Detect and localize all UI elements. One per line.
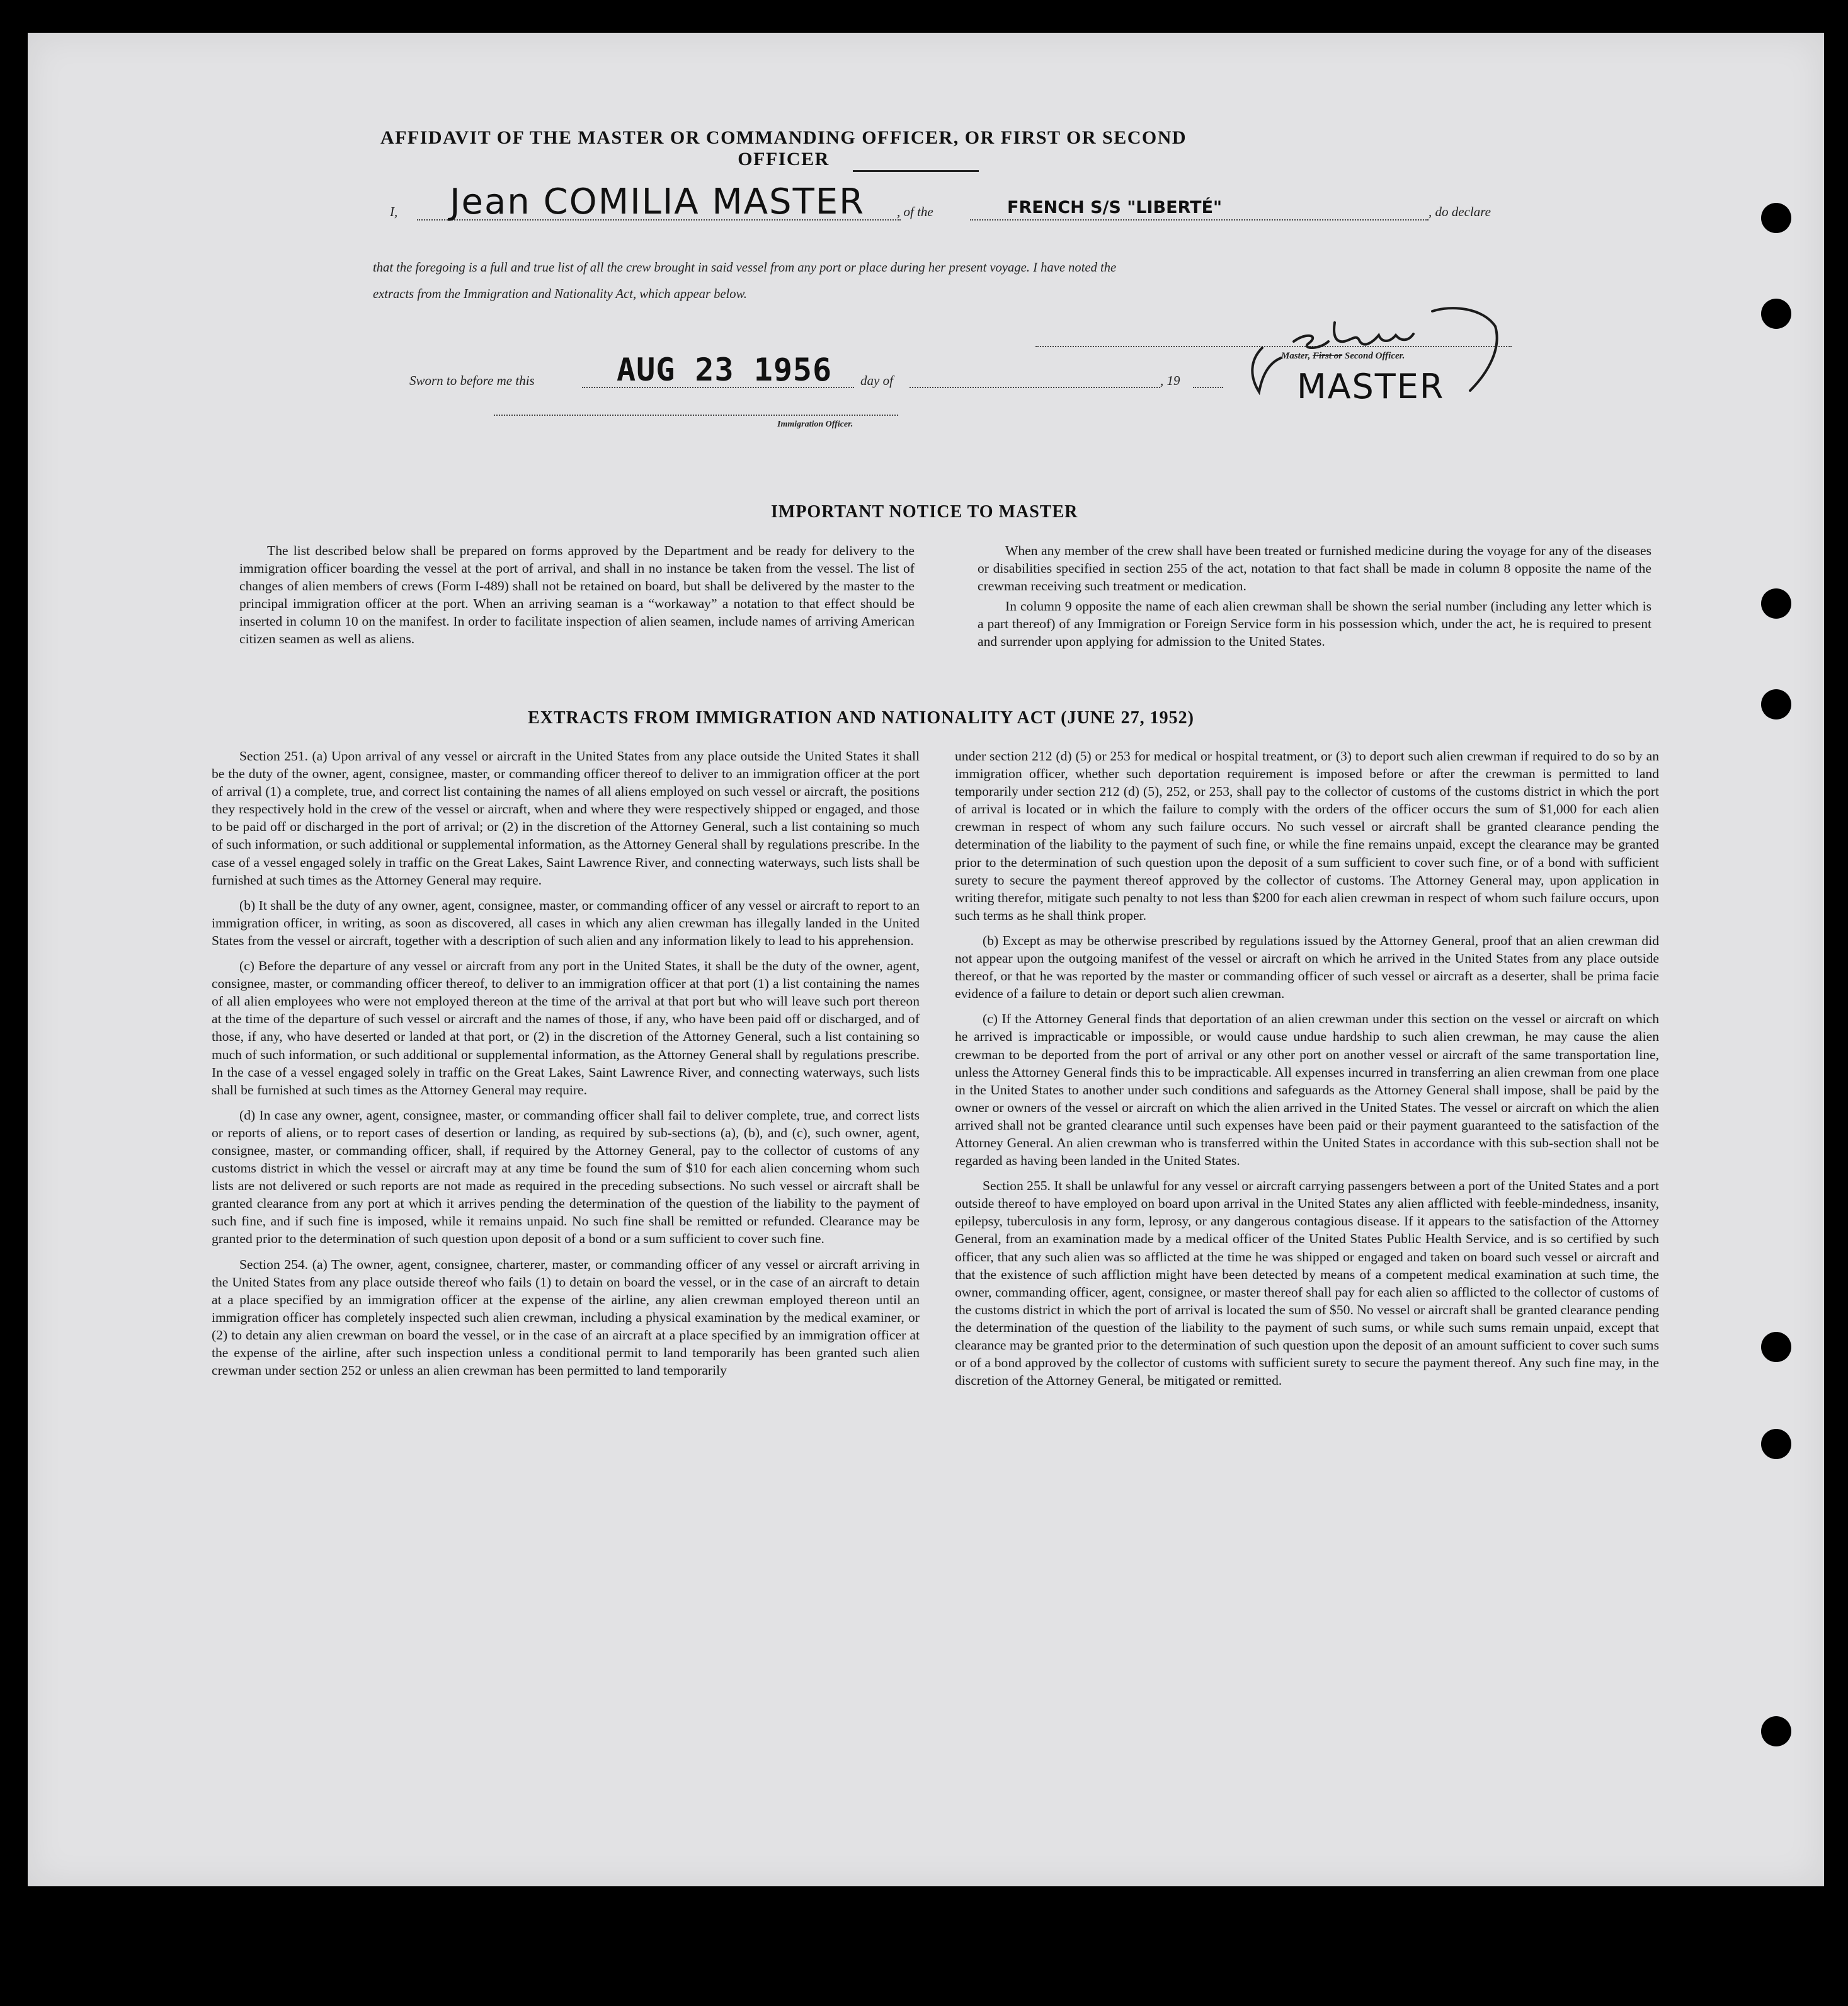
- immigration-officer-caption: Immigration Officer.: [777, 420, 853, 429]
- month-fill-line: [910, 387, 1160, 388]
- caption-second-officer: Second Officer.: [1342, 351, 1405, 361]
- extracts-right-column: [955, 747, 1659, 1389]
- day-of-label: day of: [860, 373, 893, 388]
- vessel-name: FRENCH S/S "LIBERTÉ": [1007, 198, 1223, 217]
- year-prefix: , 19: [1160, 373, 1180, 388]
- title-divider: [853, 170, 979, 172]
- notice-heading: IMPORTANT NOTICE TO MASTER: [771, 502, 1078, 522]
- caption-struck: First or: [1313, 351, 1343, 361]
- notice-right-column: [978, 542, 1651, 651]
- punch-hole: [1761, 299, 1791, 329]
- affidavit-title: AFFIDAVIT OF THE MASTER OR COMMANDING OFFICER, OR FIRST OR SECOND OFFICER: [380, 127, 1187, 169]
- declaration-line-2: that the foregoing is a full and true list of all the crew brought in said vessel from any port or place during her present voyage. I have noted the: [373, 261, 1117, 275]
- document-page: [28, 33, 1824, 1886]
- signature-caption: [1281, 351, 1405, 362]
- extract-paragraph: (b) Except as may be otherwise prescribed by regulations issued by the Attorney General, proof that an alien crewman did not appear upon the outgoing manifest of the vessel or aircraft on which he arrived in the United States from any place outside thereof, or that he was reported by the master or commanding officer of such vessel or aircraft as a deserter, shall be prima facie evidence of a failure to detain or deport such alien crewman.: [955, 932, 1659, 1002]
- extracts-left-column: [212, 747, 920, 1379]
- extract-paragraph: (c) If the Attorney General finds that deportation of an alien crewman under this section on the vessel or aircraft on which he arrived is impracticable or impossible, or would cause undue hardship to such alien crewman, he may cause the alien crewman to be deported from the port of arrival or any other port on another vessel or aircraft of the same transportation line, unless the Attorney General finds this to be impracticable. All expenses incurred in transferring an alien crewman from one place in the United States to another under such conditions and safeguards as the Attorney General shall impose, shall be paid by the owner or owners of the vessel or aircraft on which the alien arrived in the United States. The vessel or aircraft on which the alien arrived shall not be granted clearance until such expenses have been paid or their payment guaranteed to the satisfaction of the Attorney General. An alien crewman who is transferred within the United States in accordance with this sub-section shall not be regarded as having been landed in the United States.: [955, 1011, 1659, 1169]
- punch-hole: [1761, 1429, 1791, 1459]
- punch-hole: [1761, 1332, 1791, 1362]
- officer-sig-line: [494, 413, 898, 416]
- notice-right-paragraph: When any member of the crew shall have been treated or furnished medicine during the voyage for any of the diseases or disabilities specified in section 255 of the act, notation to that fact shall be made in column 8 opposite the name of the crewman receiving such treatment or medication.: [978, 543, 1651, 594]
- extract-paragraph: Section 255. It shall be unlawful for any vessel or aircraft carrying passengers between a port of the United States and a port outside thereof to have employed on board upon arrival in the United States any alien afflicted with feeble-mindedness, insanity, epilepsy, tuberculosis in any form, leprosy, or any dangerous contagious disease. If it appears to the satisfaction of the Attorney General, from an examination made by a medical officer of the United States Public Health Service, and is so certified by such officer, that any such alien was so afflicted at the time he was shipped or engaged and taken on board such vessel or aircraft and that the existence of such affliction might have been detected by means of a competent medical examination at such time, the owner, commanding officer, agent, consignee, or master thereof shall pay for each alien so afflicted to the collector of customs of the customs district in which the port of arrival is located the sum of $50. No vessel or aircraft shall be granted clearance pending the determination of the question of the liability to the payment of such sums, or while such sums remain unpaid, except that clearance may be granted prior to the determination of such question upon the deposit of an amount sufficient to cover such sums or of a bond approved by the collector of customs with sufficient surety to secure the payment thereof. Any such fine may, in the discretion of the Attorney General, be mitigated or remitted.: [955, 1178, 1659, 1389]
- extract-paragraph: (d) In case any owner, agent, consignee, master, or commanding officer shall fail to deliver complete, true, and correct lists or reports of aliens, or to report cases of desertion or landing, as required by sub-sections (a), (b), and (c), such owner, agent, consignee, master, or commanding officer, shall, if required by the Attorney General, pay to the collector of customs of any customs district in which the vessel or aircraft may at any time be found the sum of $10 for each alien concerning whom such lists are not delivered or such reports are not made as required in the preceding subsections. No such vessel or aircraft shall be granted clearance from any port at which it arrives pending the determination of the question of the liability to the payment of such fine, and if such fine is imposed, while it remains unpaid. No such fine shall be remitted or refunded. Clearance may be granted prior to the determination of such question upon deposit of a bond or a sum sufficient to cover such fine.: [212, 1107, 920, 1247]
- declarant-name: Jean COMILIA MASTER: [450, 181, 865, 222]
- of-the-label: , of the: [897, 204, 933, 219]
- sworn-prefix: Sworn to before me this: [409, 373, 535, 388]
- extract-paragraph: Section 254. (a) The owner, agent, consignee, charterer, master, or commanding officer of any vessel or aircraft arriving in the United States from any place outside thereof who fails (1) to detain on board the vessel, or in the case of an aircraft to detain at a place specified by an immigration officer at the expense of the airline, any alien crewman employed thereon until an immigration officer has completely inspected such alien crewman, including a physical examination by the medical examiner, or (2) to detain any alien crewman on board the vessel, or in the case of an aircraft at a place specified by an immigration officer at the expense of the airline, after such inspection unless a conditional permit to land temporarily has been granted such alien crewman under section 252 or unless an alien crewman has been permitted to land temporarily: [212, 1256, 920, 1378]
- vessel-fill-line: [970, 219, 1429, 221]
- notice-left-column: [239, 542, 915, 648]
- punch-hole: [1761, 588, 1791, 619]
- extract-paragraph: (c) Before the departure of any vessel or aircraft from any port in the United States, it shall be the duty of the owner, agent, consignee, master, or commanding officer thereof, to deliver to an immigration officer at that port (1) a list containing the names of all alien employees who were not employed thereon at the time of the arrival at that port but who will leave such port thereon at the time of the departure of such vessel or aircraft and the names of those, if any, who have been paid off or discharged, and of those, if any, who have deserted or landed at that port, or (2) in the discretion of the Attorney General, such a list containing so much of such information, or such additional or supplemental information, as the Attorney General shall by regulations prescribe. In the case of a vessel engaged solely in traffic on the Great Lakes, Saint Lawrence River, and connecting waterways, such lists shall be furnished at such times as the Attorney General may require.: [212, 958, 920, 1098]
- punch-hole: [1761, 689, 1791, 719]
- punch-hole: [1761, 203, 1791, 233]
- extract-paragraph: under section 212 (d) (5) or 253 for medical or hospital treatment, or (3) to deport such alien crewman if required to do so by an immigration officer, whether such deportation requirement is imposed before or after the crewman is permitted to land temporarily under section 212 (d) (5), 252, or 253, shall pay to the collector of customs of the customs district in which the port of arrival is located or in which the failure to comply with the orders of the officer occurs the sum of $1,000 for each alien crewman in respect of whom any such failure occurs. No such vessel or aircraft shall be granted clearance pending the determination of the liability to the payment of such fine, or while the fine remains unpaid, except the clearance may be granted prior to the determination of such question upon the deposit of a sum sufficient to cover such fine, or of a bond with sufficient surety to secure the payment thereof approved by the collector of customs. The Attorney General may, upon application in writing therefor, mitigate such penalty to not less than $200 for each alien crewman in respect of whom such failure occurs, upon such terms as he shall think proper.: [955, 748, 1659, 923]
- caption-master: Master,: [1281, 351, 1313, 361]
- extracts-heading: EXTRACTS FROM IMMIGRATION AND NATIONALITY ACT (JUNE 27, 1952): [528, 708, 1194, 728]
- year-fill-line: [1193, 387, 1223, 388]
- do-declare-label: , do declare: [1429, 204, 1491, 219]
- notice-left-paragraph: The list described below shall be prepared on forms approved by the Department and be ready for delivery to the immigration officer boarding the vessel at the port of arrival, and shall in no instance be taken from the vessel. The list of changes of alien members of crews (Form I-489) shall not be retained on board, but shall be delivered by the master to the principal immigration officer at the port. When an arriving seaman is a “workaway” a notation to that effect should be inserted in column 10 on the manifest. In order to facilitate inspection of alien seamen, include names of arriving American citizen seamen as well as aliens.: [239, 543, 915, 647]
- extract-paragraph: Section 251. (a) Upon arrival of any vessel or aircraft in the United States from any place outside the United States it shall be the duty of the owner, agent, consignee, master, or commanding officer thereof to deliver to an immigration officer at the port of arrival (1) a complete, true, and correct list containing the names of all aliens employed on such vessel or aircraft, the positions they respectively hold in the crew of the vessel or aircraft, when and where they were respectively shipped or engaged, and those to be paid off or discharged in the port of arrival; or (2) in the discretion of the Attorney General, such a list containing so much of such information, or such additional or supplemental information, as the Attorney General shall by regulations prescribe. In the case of a vessel engaged solely in traffic on the Great Lakes, Saint Lawrence River, and connecting waterways, such lists shall be furnished at such times as the Attorney General may require.: [212, 748, 920, 888]
- master-stamp: MASTER: [1297, 367, 1445, 406]
- declaration-prefix: I,: [390, 204, 398, 219]
- extract-paragraph: (b) It shall be the duty of any owner, agent, consignee, master, or commanding officer of any vessel or aircraft to report to an immigration officer, in writing, as soon as discovered, all cases in which any alien crewman has illegally landed in the United States from the vessel or aircraft, together with a description of such alien and any information likely to lead to his apprehension.: [212, 897, 920, 948]
- sworn-date-stamp: AUG 23 1956: [617, 352, 833, 388]
- declaration-line-3: extracts from the Immigration and Nationality Act, which appear below.: [373, 287, 747, 301]
- punch-hole: [1761, 1716, 1791, 1746]
- notice-right-paragraph: In column 9 opposite the name of each alien crewman shall be shown the serial number (including any letter which is a part thereof) of any Immigration or Foreign Service form in his possession which, under the act, he is required to present and surrender upon applying for admission to the United States.: [978, 599, 1651, 650]
